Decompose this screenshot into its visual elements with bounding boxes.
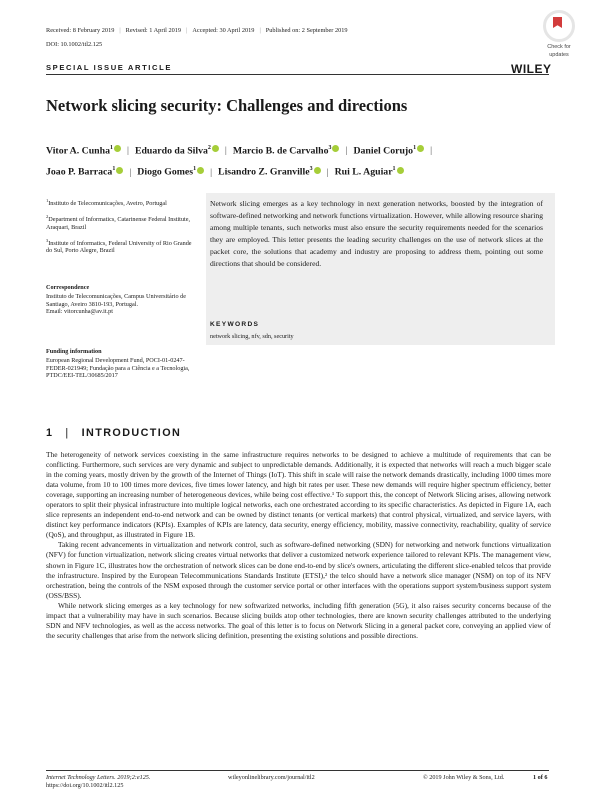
correspondence-heading: Correspondence [46,284,90,291]
author-name: Lisandro Z. Granville [218,166,310,178]
author-affiliation: 3 [309,166,313,173]
footer-journal: Internet Technology Letters. 2019;2:e125. [46,774,151,781]
correspondence-address: Instituto de Telecomunicações, Campus Universitário de Santiago, Aveiro 3810-193, Portugal. [46,292,187,308]
author-name: Rui L. Aguiar [334,166,393,178]
footer-copyright: © 2019 John Wiley & Sons, Ltd. [423,774,505,781]
body-text [46,450,551,641]
page-number: 1 of 6 [533,774,548,781]
affiliation [46,237,196,256]
revised-date: Revised: 1 April 2019 [125,27,182,34]
author-affiliation: 1 [112,166,116,173]
orcid-icon[interactable] [332,145,339,152]
doi-header[interactable]: DOI: 10.1002/itl2.125 [46,41,103,48]
affiliation [46,213,196,232]
orcid-icon[interactable] [314,167,321,174]
check-for-updates-badge[interactable] [536,10,582,58]
orcid-icon[interactable] [197,167,204,174]
author[interactable] [218,160,321,181]
author-name: Daniel Corujo [353,145,414,157]
funding-block [46,348,196,380]
author-affiliation: 1 [413,145,417,151]
section-title: INTRODUCTION [81,427,182,439]
author-affiliation: 1 [109,145,113,151]
published-date: Published on: 2 September 2019 [265,27,348,34]
crossmark-label-2: updates [549,52,569,58]
orcid-icon[interactable] [212,145,219,152]
affiliation-text: Instituto de Telecomunicações, Aveiro, Portugal [48,200,167,208]
author-list: Vitor A. Cunha$^1$ | Eduardo da Silva$^2$ | Marcio B. de Carvalho$^3$ | Daniel Corujo$^1$ | Joao P. Barraca$^1$ | Diogo Gomes$^1$ | Lisandro Z. Granville$^3$ | Rui L. Aguiar$^1$ [46,139,551,182]
funding-text: European Regional Development Fund, POCI-01-0247-FEDER-021949; Fundação para a Ciência e a Tecnologia, PTDC/EEI-TEL/30685/2017 [46,356,190,380]
author[interactable] [135,139,219,160]
author-name: Vitor A. Cunha [46,145,110,157]
section-heading: 1 | INTRODUCTION [46,427,182,439]
crossmark-label-1: Check for [547,44,571,50]
author-name: Marcio B. de Carvalho [232,145,329,157]
author-affiliation: 1 [392,166,396,173]
author-affiliation: 2 [207,145,211,151]
orcid-icon[interactable] [417,145,424,152]
orcid-icon[interactable] [397,167,404,174]
article-dates: Received: 8 February 2019 | Revised: 1 April 2019 | Accepted: 30 April 2019 | Published on: 2 September 2019 [46,27,348,34]
correspondence-block [46,284,196,316]
article-type: SPECIAL ISSUE ARTICLE [46,63,173,72]
footer-doi[interactable]: https://doi.org/10.1002/itl2.125 [46,781,124,789]
header-rule [46,74,549,75]
author[interactable] [137,160,204,181]
author-name: Diogo Gomes [137,166,194,178]
received-date: Received: 8 February 2019 [46,27,115,34]
author-affiliation: 3 [328,145,332,151]
affiliation-number: 1 [46,198,49,203]
affiliation-number: 2 [46,213,49,219]
funding-heading: Funding information [46,348,102,355]
paragraph: While network slicing emerges as a key technology for new softwarized networks, including fifth generation (5G), it also raises security concerns because of the impact that a vulnerability may have in such scenarios. Because slicing builds atop other technologies, there are known security challenges attributed to the underlying SDN and NFV technologies, as well as the access networks. The goal of this letter is to focus on Network Slicing in a general packet core, conveying an applied view of the security challenges that arise from the network slicing definition, presenting the existing solutions and possible directions. [46,600,551,640]
abstract-text: Network slicing emerges as a key technology in next generation networks, boosted by the integration of software-defined networking and network functions virtualization. However, while allowing resource sharing among multiple tenants, such networks must also ensure the security requirements needed for the scenarios they are employed. This letter presents the leading security challenges on the use of network slices at the packet core, the solutions that academy and industry are proposing to address them, pointing out some directions that should be considered. [210,199,543,269]
keywords-list: network slicing, nfv, sdn, security [210,333,294,340]
author[interactable] [353,139,424,160]
footer-rule [46,770,549,771]
author-name: Joao P. Barraca [46,166,113,178]
affiliation-text: Department of Informatics, Catarinense Federal Institute, Araquari, Brazil [46,215,190,231]
author-name: Eduardo da Silva [134,145,208,157]
crossmark-icon [543,10,575,42]
orcid-icon[interactable] [116,167,123,174]
affiliation-text: Institute of Informatics, Federal University of Rio Grande do Sul, Porto Alegre, Brazil [46,239,192,255]
affiliation-list [46,197,196,255]
paragraph: The heterogeneity of network services coexisting in the same infrastructure requires networks to be designed to achieve a multitude of requirements that can be conflicting. Furthermore, such services are very dynamic and subject to unpredictable demands. Additionally, it is expected that networks will reach a much bigger scale in the coming years, mostly driven by the growth of the Internet of Things (IoT). This shift in scale will raise the network demands drastically, including 1000 times more data volume, from 10 to 100 times more devices, five times lower latency, and high bit rates per user. These new demands will require higher spectrum efficiency, better coverage, supporting an increasing number of heterogeneous devices, while being cost effective.¹ To support this, the concept of Network Slicing arises, allowing network operators to split their physical infrastructure into multiple logical networks, each one orchestrated according to its specific characteristics. As depicted in Figure 1A, each slice represents an independent end-to-end network and can be owned by distinct tenants (or vertical markets) that control physical, virtualized, and service layers, with distinct key performance indicators (KPIs). Examples of KPIs are latency, data security, energy efficiency, mobility, massive connectivity, reachability, quality of service (QoS), and throughput, as illustrated in Figure 1B. [46,450,551,540]
paper-title: Network slicing security: Challenges and directions [46,96,408,115]
affiliation [46,197,196,208]
paragraph: Taking recent advancements in virtualization and network control, such as software-defined networking (SDN) for networking and network functions virtualization (NFV) for function virtualization, network slicing creates virtual networks that deliver a customized network experience tailored to relevant KPIs. The management view, shown in Figure 1C, illustrates how the orchestration of network slices can be done end-to-end by slice's owners, articulating the different slice-enabled telcos that provide the infrastructure. Inspired by the European Telecommunications Standards Institute (ETSI),² the telco should have a network slice manager (NSM) on top of its NFV orchestration, being the controls of the NSM exposed through the customer service portal or other interfaces with the operations support system/business support system (OSS/BSS). [46,540,551,600]
affiliation-number: 3 [46,237,49,243]
author[interactable] [46,139,121,160]
author-affiliation: 1 [193,166,197,173]
author[interactable] [233,139,340,160]
orcid-icon[interactable] [114,145,121,152]
author[interactable] [46,160,123,181]
author[interactable] [335,160,404,181]
section-number: 1 [46,427,54,439]
publisher-logo: WILEY [511,62,552,76]
correspondence-email[interactable]: Email: vitorcunha@av.it.pt [46,308,113,316]
keywords-heading: KEYWORDS [210,321,260,328]
accepted-date: Accepted: 30 April 2019 [192,27,255,34]
footer-site[interactable]: wileyonlinelibrary.com/journal/itl2 [228,774,315,781]
